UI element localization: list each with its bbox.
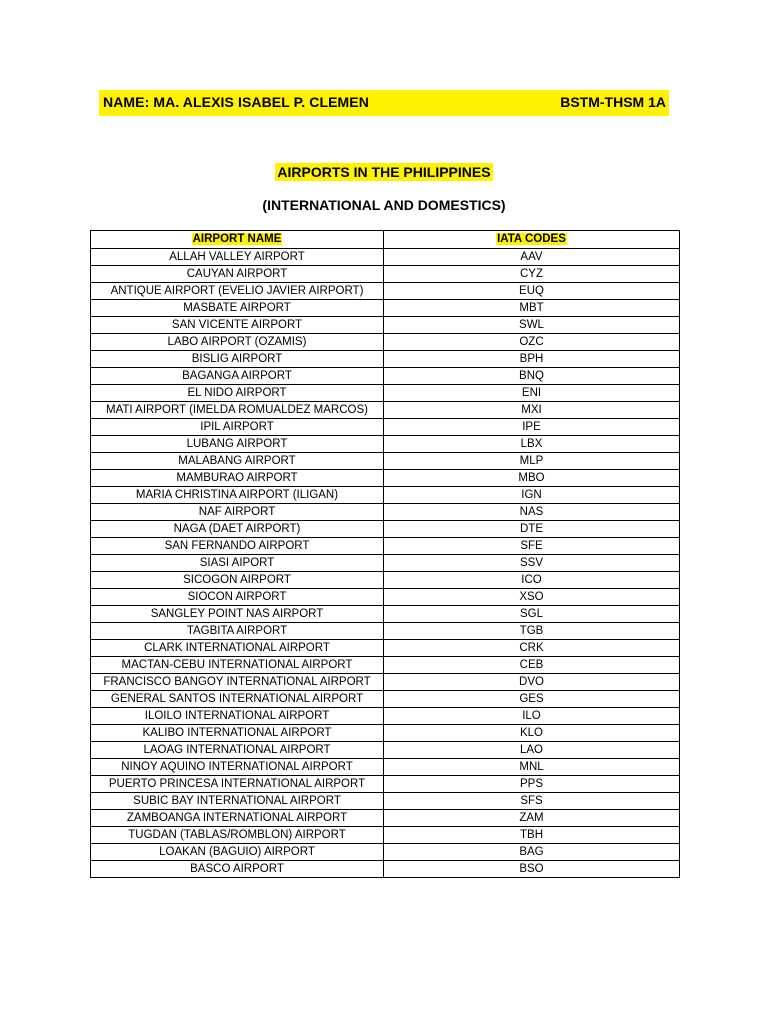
- airport-name-cell: SUBIC BAY INTERNATIONAL AIRPORT: [91, 793, 384, 810]
- airport-name-cell: BASCO AIRPORT: [91, 861, 384, 878]
- table-row: [91, 385, 680, 402]
- iata-code-cell: XSO: [384, 589, 680, 606]
- table-row: [91, 742, 680, 759]
- table-row: [91, 640, 680, 657]
- table-row: [91, 453, 680, 470]
- iata-code-cell: AAV: [384, 249, 680, 266]
- iata-code-cell: CYZ: [384, 266, 680, 283]
- airport-name-cell: BISLIG AIRPORT: [91, 351, 384, 368]
- airport-name-cell: FRANCISCO BANGOY INTERNATIONAL AIRPORT: [91, 674, 384, 691]
- iata-code-cell: TGB: [384, 623, 680, 640]
- table-row: [91, 283, 680, 300]
- table-row: [91, 351, 680, 368]
- airport-name-cell: LOAKAN (BAGUIO) AIRPORT: [91, 844, 384, 861]
- iata-code-cell: MLP: [384, 453, 680, 470]
- airport-name-cell: NAF AIRPORT: [91, 504, 384, 521]
- airport-name-cell: SANGLEY POINT NAS AIRPORT: [91, 606, 384, 623]
- iata-code-cell: ICO: [384, 572, 680, 589]
- airport-name-cell: MACTAN-CEBU INTERNATIONAL AIRPORT: [91, 657, 384, 674]
- iata-code-cell: BSO: [384, 861, 680, 878]
- iata-code-cell: IGN: [384, 487, 680, 504]
- airport-name-cell: MALABANG AIRPORT: [91, 453, 384, 470]
- iata-code-cell: TBH: [384, 827, 680, 844]
- table-row: [91, 538, 680, 555]
- column-header-iata-codes: IATA CODES: [384, 231, 680, 249]
- table-row: [91, 266, 680, 283]
- table-row: [91, 555, 680, 572]
- table-row: [91, 657, 680, 674]
- airport-name-cell: MARIA CHRISTINA AIRPORT (ILIGAN): [91, 487, 384, 504]
- table-row: [91, 249, 680, 266]
- iata-code-cell: LBX: [384, 436, 680, 453]
- table-row: [91, 436, 680, 453]
- column-header-airport-name: AIRPORT NAME: [91, 231, 384, 249]
- page-title-text: AIRPORTS IN THE PHILIPPINES: [277, 164, 491, 180]
- airport-name-cell: NAGA (DAET AIRPORT): [91, 521, 384, 538]
- table-row: [91, 725, 680, 742]
- airport-name-cell: MATI AIRPORT (IMELDA ROMUALDEZ MARCOS): [91, 402, 384, 419]
- iata-code-cell: PPS: [384, 776, 680, 793]
- table-row: [91, 317, 680, 334]
- table-row: [91, 572, 680, 589]
- airport-name-cell: KALIBO INTERNATIONAL AIRPORT: [91, 725, 384, 742]
- table-row: [91, 844, 680, 861]
- iata-code-cell: SWL: [384, 317, 680, 334]
- table-row: [91, 691, 680, 708]
- iata-code-cell: SGL: [384, 606, 680, 623]
- page-title: [0, 164, 768, 182]
- table-row: [91, 793, 680, 810]
- table-row: [91, 861, 680, 878]
- iata-code-cell: ILO: [384, 708, 680, 725]
- iata-code-cell: SFE: [384, 538, 680, 555]
- table-row: [91, 402, 680, 419]
- airport-name-cell: ILOILO INTERNATIONAL AIRPORT: [91, 708, 384, 725]
- airport-name-cell: MAMBURAO AIRPORT: [91, 470, 384, 487]
- airport-name-cell: LUBANG AIRPORT: [91, 436, 384, 453]
- table-row: [91, 759, 680, 776]
- iata-code-cell: SFS: [384, 793, 680, 810]
- iata-code-cell: DVO: [384, 674, 680, 691]
- table-row: [91, 623, 680, 640]
- airport-name-cell: TAGBITA AIRPORT: [91, 623, 384, 640]
- airport-name-cell: BAGANGA AIRPORT: [91, 368, 384, 385]
- airport-name-cell: SIOCON AIRPORT: [91, 589, 384, 606]
- table-row: [91, 589, 680, 606]
- table-row: [91, 708, 680, 725]
- airport-name-cell: NINOY AQUINO INTERNATIONAL AIRPORT: [91, 759, 384, 776]
- iata-code-cell: CRK: [384, 640, 680, 657]
- table-row: [91, 368, 680, 385]
- table-header-row: [91, 231, 680, 249]
- iata-code-cell: EUQ: [384, 283, 680, 300]
- iata-code-cell: ZAM: [384, 810, 680, 827]
- iata-code-cell: MBT: [384, 300, 680, 317]
- table-row: [91, 334, 680, 351]
- iata-code-cell: MNL: [384, 759, 680, 776]
- iata-code-cell: ENI: [384, 385, 680, 402]
- airport-name-cell: GENERAL SANTOS INTERNATIONAL AIRPORT: [91, 691, 384, 708]
- iata-code-cell: CEB: [384, 657, 680, 674]
- class-section: BSTM-THSM 1A: [560, 94, 666, 110]
- table-row: [91, 470, 680, 487]
- airport-name-cell: LABO AIRPORT (OZAMIS): [91, 334, 384, 351]
- airport-name-cell: ZAMBOANGA INTERNATIONAL AIRPORT: [91, 810, 384, 827]
- table-row: [91, 300, 680, 317]
- table-row: [91, 521, 680, 538]
- table-row: [91, 487, 680, 504]
- iata-code-cell: SSV: [384, 555, 680, 572]
- airport-name-cell: ANTIQUE AIRPORT (EVELIO JAVIER AIRPORT): [91, 283, 384, 300]
- iata-code-cell: IPE: [384, 419, 680, 436]
- airport-name-cell: LAOAG INTERNATIONAL AIRPORT: [91, 742, 384, 759]
- airport-name-cell: PUERTO PRINCESA INTERNATIONAL AIRPORT: [91, 776, 384, 793]
- table-row: [91, 606, 680, 623]
- iata-code-cell: GES: [384, 691, 680, 708]
- airport-name-cell: MASBATE AIRPORT: [91, 300, 384, 317]
- airports-table: [90, 230, 680, 878]
- airport-name-cell: SICOGON AIRPORT: [91, 572, 384, 589]
- airport-name-cell: CLARK INTERNATIONAL AIRPORT: [91, 640, 384, 657]
- page-subtitle: (INTERNATIONAL AND DOMESTICS): [262, 197, 506, 213]
- table-row: [91, 674, 680, 691]
- iata-code-cell: LAO: [384, 742, 680, 759]
- airport-name-cell: SIASI AIPORT: [91, 555, 384, 572]
- table-row: [91, 776, 680, 793]
- table-row: [91, 419, 680, 436]
- iata-code-cell: OZC: [384, 334, 680, 351]
- table-row: [91, 504, 680, 521]
- student-name: NAME: MA. ALEXIS ISABEL P. CLEMEN: [103, 94, 369, 110]
- table-row: [91, 810, 680, 827]
- iata-code-cell: BPH: [384, 351, 680, 368]
- airport-name-cell: IPIL AIRPORT: [91, 419, 384, 436]
- table-body: [91, 249, 680, 878]
- iata-code-cell: MXI: [384, 402, 680, 419]
- iata-code-cell: DTE: [384, 521, 680, 538]
- iata-code-cell: KLO: [384, 725, 680, 742]
- iata-code-cell: BAG: [384, 844, 680, 861]
- iata-code-cell: NAS: [384, 504, 680, 521]
- airport-name-cell: SAN VICENTE AIRPORT: [91, 317, 384, 334]
- airport-name-cell: ALLAH VALLEY AIRPORT: [91, 249, 384, 266]
- iata-code-cell: BNQ: [384, 368, 680, 385]
- table-row: [91, 827, 680, 844]
- iata-code-cell: MBO: [384, 470, 680, 487]
- airport-name-cell: CAUYAN AIRPORT: [91, 266, 384, 283]
- airport-name-cell: TUGDAN (TABLAS/ROMBLON) AIRPORT: [91, 827, 384, 844]
- airport-name-cell: SAN FERNANDO AIRPORT: [91, 538, 384, 555]
- airport-name-cell: EL NIDO AIRPORT: [91, 385, 384, 402]
